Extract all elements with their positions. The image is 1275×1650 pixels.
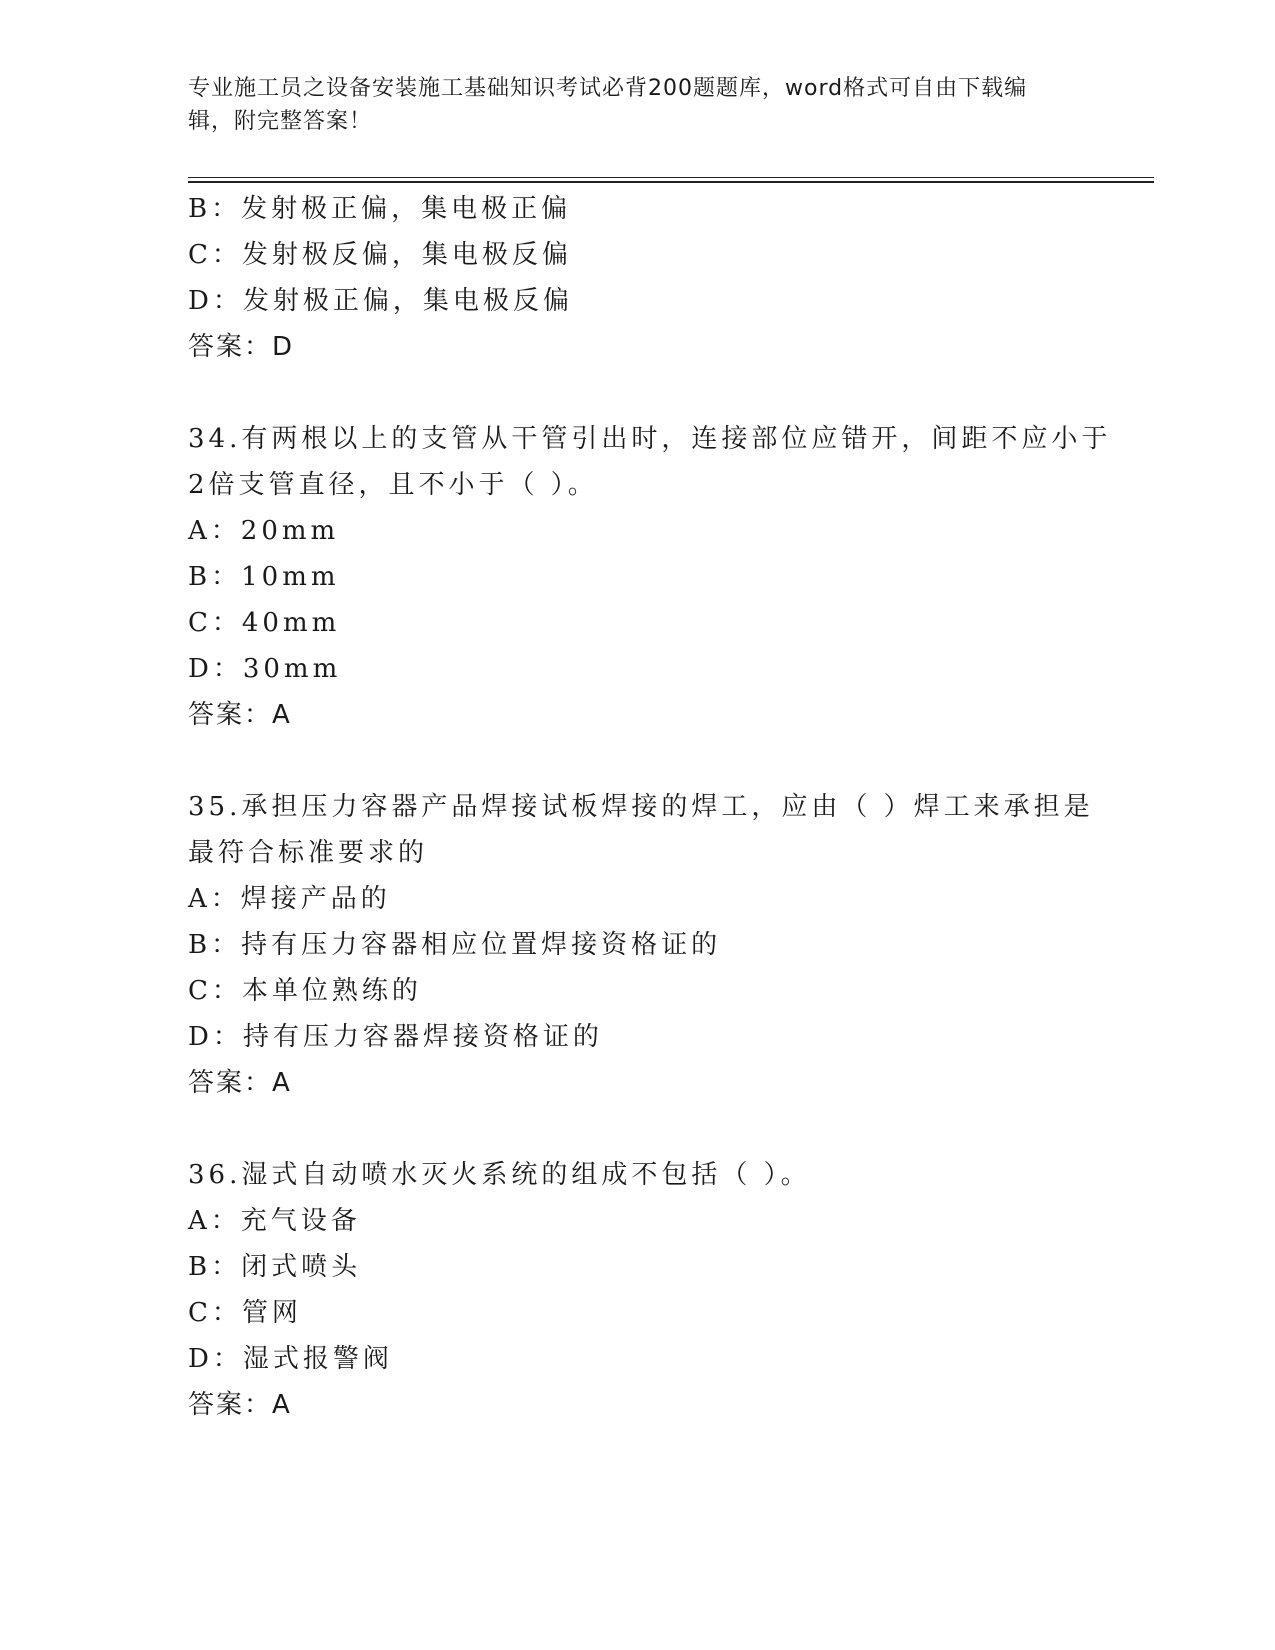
option-a: A：充气设备 [188,1206,361,1236]
question-34 [188,416,1112,738]
option-a: A：焊接产品的 [188,884,391,914]
answer: 答案：A [188,1390,292,1420]
question-33 [188,186,1088,370]
question-36 [188,1152,1088,1428]
question-35 [188,784,1094,1106]
question-text-line: 2倍支管直径，且不小于（ ）。 [188,470,598,500]
question-text-line: 最符合标准要求的 [188,838,429,868]
option-c: C：本单位熟练的 [188,976,422,1006]
question-text-line: 35.承担压力容器产品焊接试板焊接的焊工，应由（ ）焊工来承担是 [188,792,1094,822]
option-c: C：发射极反偏，集电极反偏 [188,240,572,270]
header-text: 专业施工员之设备安装施工基础知识考试必背200题题库，word格式可自由下载编辑，附完整答案！ [188,76,1028,134]
option-b: B：发射极正偏，集电极正偏 [188,194,572,224]
option-d: D：发射极正偏，集电极反偏 [188,286,573,316]
question-text-line: 36.湿式自动喷水灭火系统的组成不包括（ ）。 [188,1160,811,1190]
option-d: D：持有压力容器焊接资格证的 [188,1022,603,1052]
answer: 答案：A [188,700,292,730]
option-c: C：40mm [188,608,341,638]
option-d: D：湿式报警阀 [188,1344,393,1374]
answer: 答案：D [188,332,295,362]
option-d: D：30mm [188,654,342,684]
question-text-line: 34.有两根以上的支管从干管引出时，连接部位应错开，间距不应小于 [188,424,1112,454]
document-header [188,72,1068,138]
option-b: B：闭式喷头 [188,1252,362,1282]
option-b: B：持有压力容器相应位置焊接资格证的 [188,930,722,960]
answer: 答案：A [188,1068,292,1098]
header-divider-thin [188,177,1154,178]
option-b: B：10mm [188,562,340,592]
header-divider-thick [188,181,1154,183]
question-content [188,186,1112,1428]
option-a: A：20mm [188,516,340,546]
option-c: C：管网 [188,1298,302,1328]
